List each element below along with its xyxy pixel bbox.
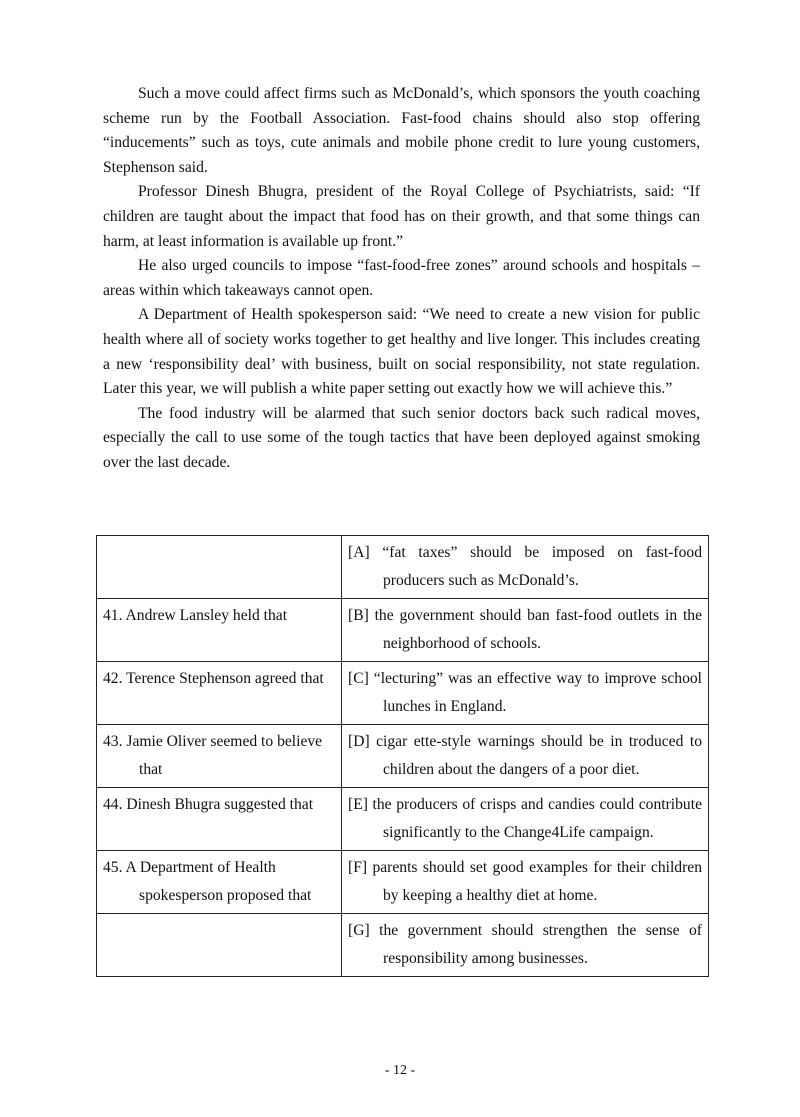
option-text: [F] parents should set good examples for their children by keeping a healthy diet at home. [348,859,702,904]
table-row [97,599,709,662]
option-text: [C] “lecturing” was an effective way to improve school lunches in England. [348,670,702,715]
question-text: 43. Jamie Oliver seemed to believe that [103,733,323,778]
question-cell [97,725,342,788]
option-cell [342,788,709,851]
option-text: [D] cigar ette-style warnings should be in troduced to children about the dangers of a poor diet. [348,733,702,778]
question-text: 41. Andrew Lansley held that [103,607,288,624]
question-cell [97,851,342,914]
option-text: [E] the producers of crisps and candies could contribute significantly to the Change4Life campaign. [348,796,702,841]
passage-paragraph: A Department of Health spokesperson said: “We need to create a new vision for public health where all of society works together to get healthy and live longer. This includes creating a new ‘responsibility deal’ with business, built on social responsibility, not state regulation. Later this year, we will publish a white paper setting out exactly how we will achieve this.” [103,306,700,398]
option-cell [342,536,709,599]
table-row [97,914,709,977]
option-text: [G] the government should strengthen the sense of responsibility among businesses. [348,922,702,967]
table-row [97,725,709,788]
option-cell [342,851,709,914]
question-cell [97,536,342,599]
page-number: - 12 - [384,1063,416,1078]
option-cell [342,599,709,662]
table-row [97,851,709,914]
question-cell [97,599,342,662]
option-cell [342,914,709,977]
option-text: [B] the government should ban fast-food outlets in the neighborhood of schools. [348,607,702,652]
question-text: 45. A Department of Health spokesperson proposed that [103,859,312,904]
option-cell [342,725,709,788]
question-text: 42. Terence Stephenson agreed that [103,670,324,687]
passage-paragraph: The food industry will be alarmed that such senior doctors back such radical moves, especially the call to use some of the tough tactics that have been deployed against smoking over the last decade. [103,404,700,471]
table-row [97,536,709,599]
question-cell [97,662,342,725]
option-cell [342,662,709,725]
passage-paragraph: He also urged councils to impose “fast-food-free zones” around schools and hospitals – areas within which takeaways cannot open. [103,257,700,299]
table-row [97,788,709,851]
question-text: 44. Dinesh Bhugra suggested that [103,796,314,813]
passage-paragraph: Professor Dinesh Bhugra, president of the Royal College of Psychiatrists, said: “If children are taught about the impact that food has on their growth, and that some things can harm, at least information is available up front.” [103,183,700,250]
passage-paragraph: Such a move could affect firms such as McDonald’s, which sponsors the youth coaching scheme run by the Football Association. Fast-food chains should also stop offering “inducements” such as toys, cute animals and mobile phone credit to lure young customers, Stephenson said. [103,85,700,176]
question-cell [97,914,342,977]
reading-passage [103,82,700,476]
option-text: [A] “fat taxes” should be imposed on fast-food producers such as McDonald’s. [348,544,702,589]
table-row [97,662,709,725]
matching-table [96,535,709,977]
question-cell [97,788,342,851]
